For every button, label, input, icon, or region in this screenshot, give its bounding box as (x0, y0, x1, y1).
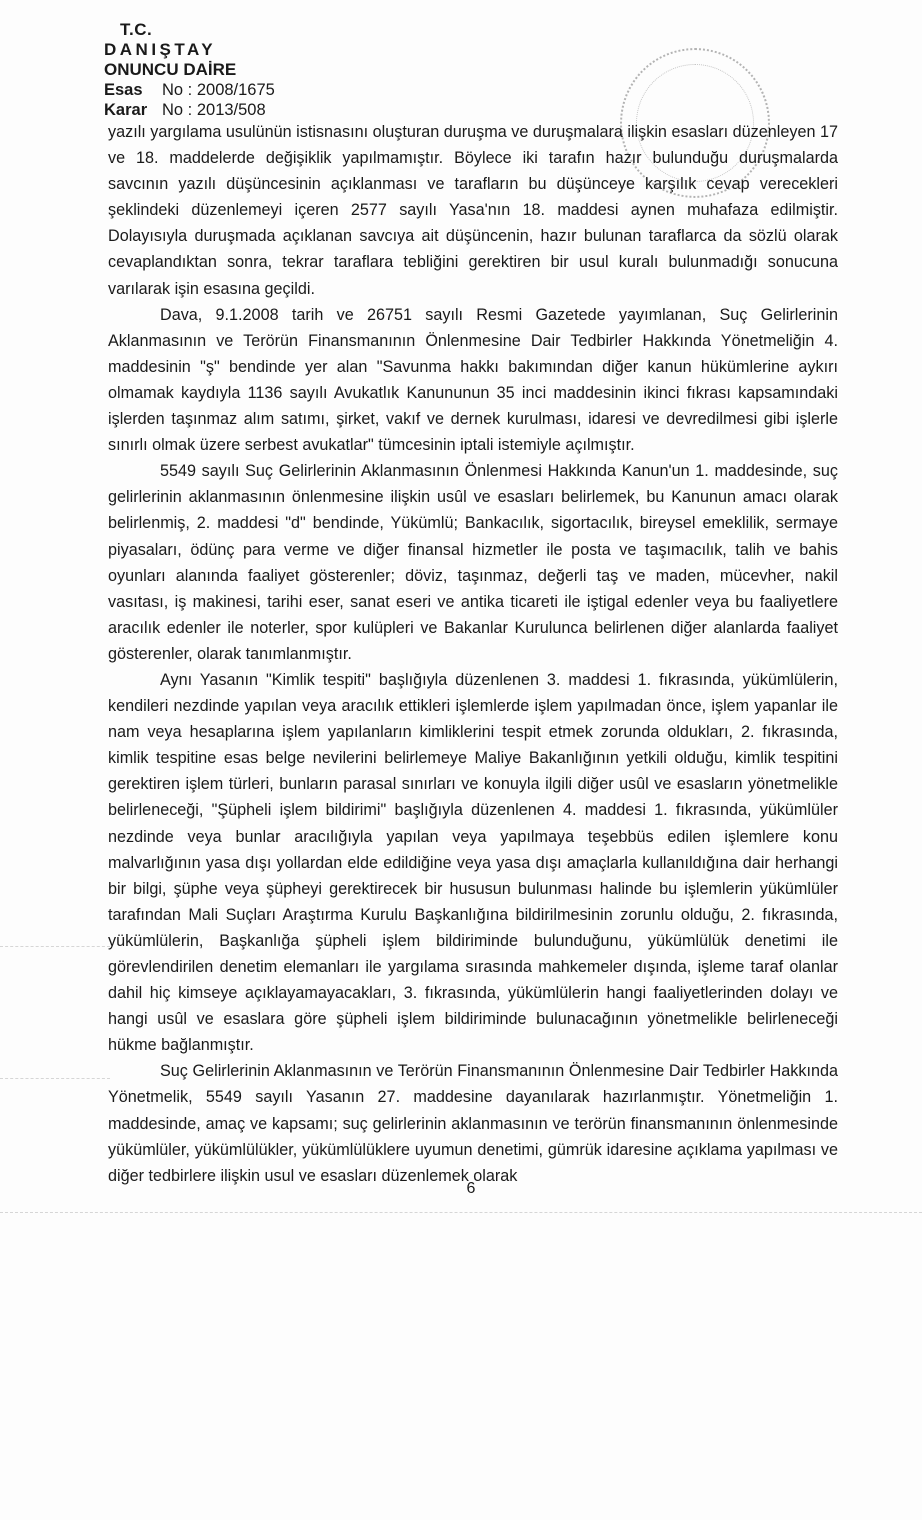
header-esas-number: No : 2008/1675 (162, 81, 275, 99)
paragraph-law-5549: 5549 sayılı Suç Gelirlerinin Aklanmasının Önlenmesi Hakkında Kanun'un 1. maddesinde, suç gelirlerinin aklanmasının önlenmesine ilişkin usûl ve esasları belirlemek, bu Kanunun amacı olarak belirlenmiş, 2. maddesi "d" bendinde, Yükümlü; Bankacılık, sigortacılık, bireysel emeklilik, sermaye piyasaları, ödünç para verme ve diğer finansal hizmetler ile posta ve taşımacılık, talih ve bahis oyunları alanında faaliyet gösterenler; döviz, taşınmaz, değerli taş ve maden, mücevher, nakil vasıtası, iş makinesi, tarihi eser, sanat eseri ve antika ticareti ile iştigal edenler veya bu faaliyetlere aracılık edenler ile noterler, spor kulüpleri ve Bakanlar Kurulunca belirlenen diğer alanlarda faaliyet gösterenler, olarak tanımlanmıştır. (108, 462, 838, 663)
header-chamber-name: ONUNCU DAİRE (104, 60, 237, 79)
header-esas-line (104, 80, 275, 100)
header-esas-label: Esas (104, 81, 143, 99)
page-number: 6 (466, 1180, 476, 1197)
scan-artifact-line (0, 1078, 110, 1079)
header-tc: T.C. (120, 20, 153, 39)
header-karar-line (104, 100, 275, 120)
paragraph-identity-check: Aynı Yasanın "Kimlik tespiti" başlığıyla düzenlenen 3. maddesi 1. fıkrasında, yükümlülerin, kendileri nezdinde yapılan veya aracılık ettikleri işlemlerde işlem yapılmadan önce, işlem yapanlar ile nam veya hesaplarına işlem yapılanların kimliklerini tespit etmek zorunda oldukları, 2. fıkrasında, kimlik tespitine esas belge nevilerini belirlemeye Maliye Bakanlığının yetkili olduğu, kimlik tespitini gerektiren işlem türleri, bunların parasal sınırları ve konuyla ilgili diğer usûl ve esasların yönetmelikle belirleneceği, "Şüpheli işlem bildirimi" başlığıyla düzenlenen 4. maddesi 1. fıkrasında, yükümlüler nezdinde veya bunlar aracılığıyla yapılan veya yapılmaya teşebbüs edilen işlemlere konu malvarlığının yasa dışı yollardan elde edildiğine veya yasa dışı amaçlarla kullanıldığına dair herhangi bir bilgi, şüphe veya şüpheyi gerektirecek bir hususun bulunması halinde bu işlemlerin yükümlüler tarafından Mali Suçları Araştırma Kurulu Başkanlığına bildirilmesinin zorunlu olduğu, 2. fıkrasında, yükümlülerin, Başkanlığa şüpheli işlem bildiriminde bulunduğunu, yükümlülük denetimi ile görevlendirilen denetim elemanları ile yargılama sırasında mahkemeler dışında, işleme taraf olanlar dahil hiç kimseye açıklayamayacakları, 3. fıkrasında, yükümlülerin hangi faaliyetlerinden dolayı ve hangi usûl ve esaslara göre şüpheli işlem bildiriminde bulunacağının yönetmelikle belirleneceği hükme bağlanmıştır. (108, 670, 838, 1055)
scan-artifact-line (0, 1212, 922, 1213)
paragraph-case: Dava, 9.1.2008 tarih ve 26751 sayılı Resmi Gazetede yayımlanan, Suç Gelirlerinin Aklanmasının ve Terörün Finansmanının Önlenmesine Dair Tedbirler Hakkında Yönetmeliğin 4. maddesinin "ş" bendinde yer alan "Savunma hakkı bakımından diğer kanun hükümlerine aykırı olmamak kaydıyla 1136 sayılı Avukatlık Kanununun 35 inci maddesinin ikinci fıkrası kapsamındaki işlerden taşınmaz alım satımı, şirket, vakıf ve dernek kurulması, idaresi ve devredilmesi gibi işlerle sınırlı olmak üzere serbest avukatlar" tümcesinin iptali istemiyle açılmıştır. (108, 305, 838, 455)
header-karar-number: No : 2013/508 (162, 101, 266, 119)
document-header (104, 20, 275, 120)
paragraph-procedure: yazılı yargılama usulünün istisnasını oluşturan duruşma ve duruşmalara ilişkin esasları düzenleyen 17 ve 18. maddelerde değişiklik yapılmamıştır. Böylece iki tarafın hazır bulunduğu duruşmalarda savcının yazılı düşüncesinin açıklanması ve tarafların bu düşünceye karşılık cevap verecekleri şeklindeki düzenlemeyi içeren 2577 sayılı Yasa'nın 18. maddesi aynen muhafaza edilmiştir. Dolayısıyla duruşmada açıklanan savcıya ait düşüncenin, hazır bulunan taraflarca da sözlü olarak cevaplandıktan sonra, tekrar taraflara tebliğini gerektiren bir usul kuralı bulunmadığı sonucuna varılarak işin esasına geçildi. (108, 123, 838, 298)
header-karar-label: Karar (104, 101, 148, 119)
document-body (108, 119, 838, 1189)
scan-artifact-line (0, 946, 110, 947)
header-court-name: DANIŞTAY (104, 40, 217, 59)
paragraph-regulation: Suç Gelirlerinin Aklanmasının ve Terörün Finansmanının Önlenmesine Dair Tedbirler Hakkında Yönetmelik, 5549 sayılı Yasanın 27. maddesine dayanılarak hazırlanmıştır. Yönetmeliğin 1. maddesinde, amaç ve kapsamı; suç gelirlerinin aklanmasının ve terörün finansmanının önlenmesinde yükümlüler, yükümlülükler, yükümlülüklere uyumun denetimi, gümrük idaresine açıklama yapılması ve diğer tedbirlere ilişkin usul ve esasları düzenlemek olarak (108, 1062, 838, 1185)
